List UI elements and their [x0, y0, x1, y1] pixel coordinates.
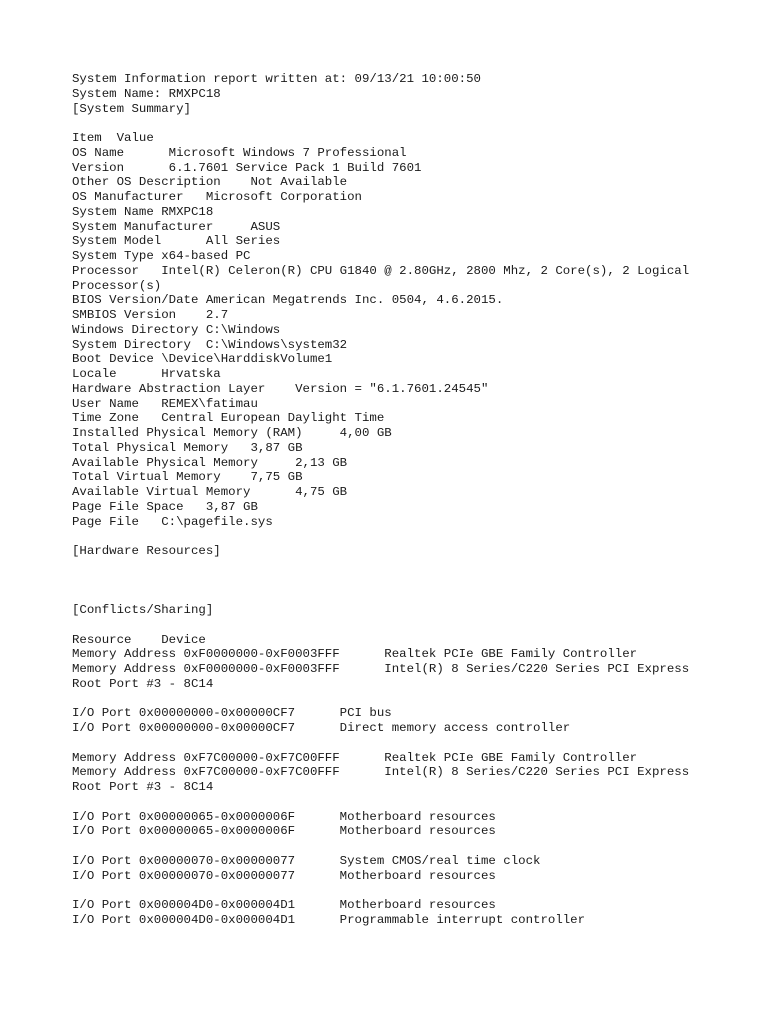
conflict-group	[72, 647, 752, 691]
summary-row: Boot Device \Device\HarddiskVolume1	[72, 352, 333, 367]
conflict-entry: I/O Port 0x00000065-0x0000006F Motherboard resources	[72, 809, 496, 824]
summary-row: Available Physical Memory 2,13 GB	[72, 455, 348, 470]
summary-column-header: Item Value	[72, 131, 154, 145]
summary-row: System Directory C:\Windows\system32	[72, 337, 348, 352]
conflict-entry: Root Port #3 - 8C14	[72, 676, 214, 691]
summary-row: System Model All Series	[72, 234, 281, 249]
conflict-group	[72, 751, 752, 795]
conflict-group	[72, 810, 752, 840]
conflicts-table	[72, 647, 752, 927]
conflict-group	[72, 854, 752, 884]
blank-line	[72, 618, 752, 633]
summary-table	[72, 146, 752, 530]
conflict-entry: Root Port #3 - 8C14	[72, 780, 214, 794]
section-heading-system-summary: [System Summary]	[72, 101, 191, 116]
conflict-entry: Memory Address 0xF7C00000-0xF7C00FFF Intel(R) 8 Series/C220 Series PCI Express	[72, 765, 690, 780]
blank-line	[72, 529, 752, 544]
conflict-entry: I/O Port 0x000004D0-0x000004D1 Programmable interrupt controller	[72, 912, 586, 927]
summary-row: Processor(s)	[72, 278, 162, 293]
summary-row: Page File Space 3,87 GB	[72, 499, 258, 514]
summary-row: Other OS Description Not Available	[72, 175, 348, 190]
summary-row: System Manufacturer ASUS	[72, 219, 281, 234]
summary-row: System Name RMXPC18	[72, 204, 214, 219]
blank-line	[72, 116, 752, 131]
blank-line	[72, 795, 752, 810]
system-info-report	[72, 72, 752, 928]
conflict-entry: I/O Port 0x00000065-0x0000006F Motherboard resources	[72, 824, 496, 839]
summary-row: BIOS Version/Date American Megatrends Inc. 0504, 4.6.2015.	[72, 293, 504, 308]
section-heading-hardware-resources: [Hardware Resources]	[72, 544, 221, 558]
summary-row: Total Physical Memory 3,87 GB	[72, 440, 303, 455]
summary-row: OS Manufacturer Microsoft Corporation	[72, 190, 362, 204]
blank-line	[72, 736, 752, 751]
conflict-group	[72, 898, 752, 928]
blank-line	[72, 883, 752, 898]
summary-row: Processor Intel(R) Celeron(R) CPU G1840 @ 2.80GHz, 2800 Mhz, 2 Core(s), 2 Logical	[72, 263, 690, 278]
conflict-entry: Memory Address 0xF0000000-0xF0003FFF Intel(R) 8 Series/C220 Series PCI Express	[72, 662, 690, 676]
summary-row: Total Virtual Memory 7,75 GB	[72, 470, 303, 485]
conflict-entry: Memory Address 0xF7C00000-0xF7C00FFF Realtek PCIe GBE Family Controller	[72, 750, 638, 765]
summary-row: Installed Physical Memory (RAM) 4,00 GB	[72, 426, 392, 440]
summary-row: Time Zone Central European Daylight Time	[72, 411, 385, 426]
blank-line	[72, 839, 752, 854]
summary-row: Windows Directory C:\Windows	[72, 322, 281, 337]
summary-row: Version 6.1.7601 Service Pack 1 Build 7601	[72, 160, 422, 175]
conflict-entry: I/O Port 0x00000070-0x00000077 Motherboard resources	[72, 868, 496, 883]
summary-row: Available Virtual Memory 4,75 GB	[72, 485, 348, 499]
summary-row: Page File C:\pagefile.sys	[72, 514, 273, 529]
summary-row: System Type x64-based PC	[72, 249, 251, 263]
summary-row: OS Name Microsoft Windows 7 Professional	[72, 145, 407, 160]
conflict-entry: I/O Port 0x00000000-0x00000CF7 PCI bus	[72, 706, 392, 721]
conflict-entry: I/O Port 0x000004D0-0x000004D1 Motherboard resources	[72, 898, 496, 912]
conflict-group	[72, 706, 752, 736]
summary-row: Hardware Abstraction Layer Version = "6.1.7601.24545"	[72, 381, 489, 396]
summary-row: User Name REMEX\fatimau	[72, 396, 258, 411]
blank-lines	[72, 559, 752, 603]
conflict-entry: Memory Address 0xF0000000-0xF0003FFF Realtek PCIe GBE Family Controller	[72, 647, 638, 662]
conflicts-column-header: Resource Device	[72, 632, 206, 647]
system-name-line: System Name: RMXPC18	[72, 86, 221, 101]
section-heading-conflicts-sharing: [Conflicts/Sharing]	[72, 603, 214, 617]
summary-row: Locale Hrvatska	[72, 367, 221, 381]
blank-line	[72, 692, 752, 707]
conflict-entry: I/O Port 0x00000070-0x00000077 System CMOS/real time clock	[72, 853, 541, 868]
summary-row: SMBIOS Version 2.7	[72, 308, 229, 322]
report-timestamp-line: System Information report written at: 09/13/21 10:00:50	[72, 72, 481, 86]
conflict-entry: I/O Port 0x00000000-0x00000CF7 Direct memory access controller	[72, 721, 571, 735]
